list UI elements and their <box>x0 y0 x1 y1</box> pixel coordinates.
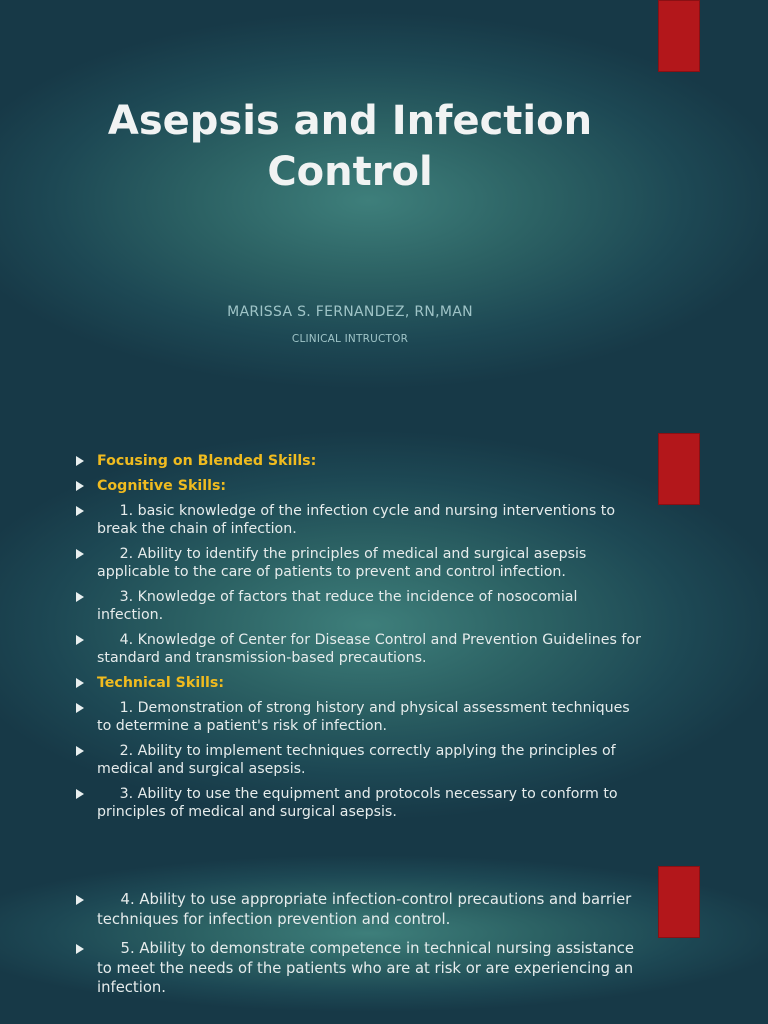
title-slide <box>0 0 768 418</box>
list-item <box>76 699 646 735</box>
list-item-text: 4. Knowledge of Center for Disease Control and Prevention Guidelines for standard and transmission-based precautions. <box>97 632 646 666</box>
list-item <box>76 742 646 778</box>
title-line-2: Control <box>267 149 433 195</box>
list-item-text: 1. basic knowledge of the infection cycle and nursing interventions to break the chain of infection. <box>97 503 620 537</box>
bullet-arrow-icon <box>76 481 84 491</box>
list-item <box>76 890 646 929</box>
author-name: MARISSA S. FERNANDEZ, RN,MAN <box>227 304 473 320</box>
bullet-arrow-icon <box>76 746 84 756</box>
list-item-text: Technical Skills: <box>97 675 225 691</box>
bullet-arrow-icon <box>76 592 84 602</box>
list-item <box>76 545 646 581</box>
list-item-text: Focusing on Blended Skills: <box>97 453 317 469</box>
bullet-arrow-icon <box>76 789 84 799</box>
list-item <box>76 939 646 998</box>
list-item <box>76 588 646 624</box>
list-item <box>76 785 646 821</box>
title-line-1: Asepsis and Infection <box>107 98 593 144</box>
author-role: CLINICAL INTRUCTOR <box>291 333 409 345</box>
list-item-text: 5. Ability to demonstrate competence in technical nursing assistance to meet the needs of the patients who are at risk or are experiencing an infection. <box>97 940 639 996</box>
slide-title <box>60 96 640 198</box>
bullet-arrow-icon <box>76 703 84 713</box>
bullet-arrow-icon <box>76 635 84 645</box>
bullet-arrow-icon <box>76 456 84 466</box>
list-item-text: 4. Ability to use appropriate infection-control precautions and barrier techniques for infection prevention and control. <box>97 891 636 928</box>
list-item-text: 3. Knowledge of factors that reduce the incidence of nosocomial infection. <box>97 589 582 623</box>
list-item <box>76 477 646 495</box>
red-accent-tab <box>658 0 700 72</box>
list-item-text: 2. Ability to implement techniques correctly applying the principles of medical and surgical asepsis. <box>97 743 621 777</box>
list-item <box>76 502 646 538</box>
list-item-text: 1. Demonstration of strong history and physical assessment techniques to determine a patient's risk of infection. <box>97 700 635 734</box>
bullet-arrow-icon <box>76 506 84 516</box>
list-item <box>76 631 646 667</box>
list-item <box>76 674 646 692</box>
red-accent-tab <box>658 433 700 505</box>
bullet-arrow-icon <box>76 678 84 688</box>
skills-list <box>76 452 646 828</box>
list-item-text: 2. Ability to identify the principles of medical and surgical asepsis applicable to the care of patients to prevent and control infection. <box>97 546 591 580</box>
bullet-arrow-icon <box>76 895 84 905</box>
skills-slide <box>0 418 768 850</box>
skills-slide-continued <box>0 850 768 1024</box>
list-item-text: 3. Ability to use the equipment and protocols necessary to conform to principles of medical and surgical asepsis. <box>97 786 623 820</box>
red-accent-tab <box>658 866 700 938</box>
list-item-text: Cognitive Skills: <box>97 478 227 494</box>
skills-list <box>76 890 646 1008</box>
list-item <box>76 452 646 470</box>
bullet-arrow-icon <box>76 549 84 559</box>
bullet-arrow-icon <box>76 944 84 954</box>
